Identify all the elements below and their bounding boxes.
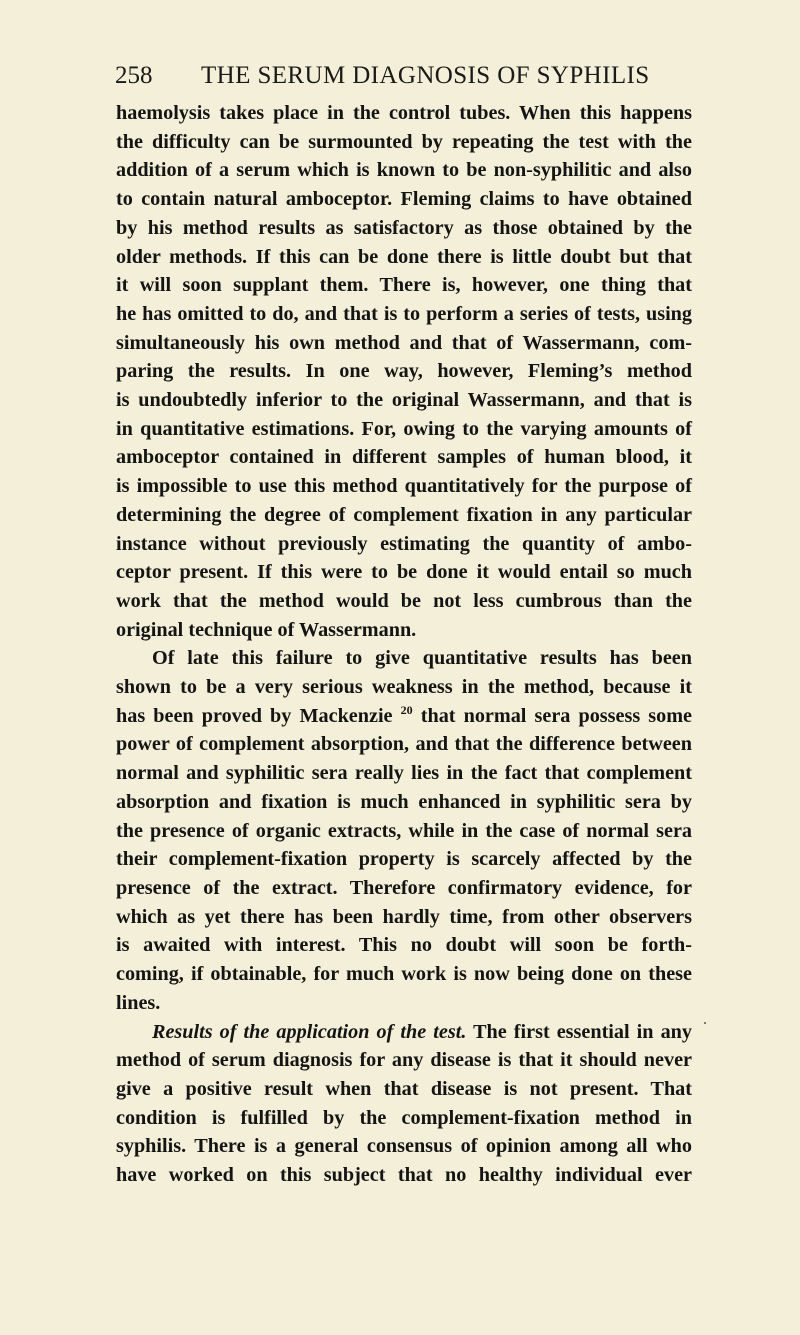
- body-text: [116, 99, 692, 1190]
- text-line: Of late this failure to give quantitative results has been: [152, 647, 692, 670]
- text-line: it will soon supplant them. There is, however, one thing that: [116, 274, 692, 297]
- text-line: to contain natural amboceptor. Fleming claims to have obtained: [116, 188, 692, 211]
- text-line: simultaneously his own method and that of Wassermann, com-: [116, 331, 692, 354]
- text-line: addition of a serum which is known to be non-syphilitic and also: [116, 159, 692, 182]
- running-head: [115, 62, 715, 92]
- paragraph-1: [116, 99, 692, 644]
- running-title: THE SERUM DIAGNOSIS OF SYPHILIS: [201, 62, 650, 89]
- text-line: haemolysis takes place in the control tubes. When this happens: [116, 102, 692, 124]
- ink-speck: [704, 1022, 706, 1024]
- text-line: paring the results. In one way, however, Fleming’s method: [116, 360, 692, 383]
- text-line: lines.: [116, 991, 161, 1014]
- text-line: original technique of Wassermann.: [116, 618, 417, 641]
- text-line: is awaited with interest. This no doubt will soon be forth-: [116, 934, 692, 957]
- text-line: which as yet there has been hardly time, from other observers: [116, 905, 692, 928]
- text-line: determining the degree of complement fixation in any particular: [116, 503, 692, 526]
- text-line: give a positive result when that disease is not present. That: [116, 1077, 692, 1100]
- text-line: older methods. If this can be done there is little doubt but that: [116, 245, 692, 268]
- text-line-with-reference: [116, 702, 692, 731]
- text-line: absorption and fixation is much enhanced in syphilitic sera by: [116, 790, 692, 813]
- text-line: presence of the extract. Therefore confirmatory evidence, for: [116, 876, 692, 899]
- text-line: shown to be a very serious weakness in the method, because it: [116, 676, 692, 699]
- text-fragment: The first essential in any: [466, 1020, 692, 1043]
- text-line: have worked on this subject that no healthy individual ever: [116, 1164, 692, 1187]
- section-heading: Results of the application of the test.: [152, 1020, 467, 1043]
- reference-superscript: 20: [400, 702, 413, 717]
- text-line: is undoubtedly inferior to the original Wassermann, and that is: [116, 389, 692, 412]
- text-line: method of serum diagnosis for any disease is that it should never: [116, 1049, 692, 1072]
- text-line: coming, if obtainable, for much work is now being done on these: [116, 963, 692, 986]
- text-line: the difficulty can be surmounted by repeating the test with the: [116, 130, 692, 153]
- text-line: the presence of organic extracts, while in the case of normal sera: [116, 819, 692, 842]
- text-line: condition is fulfilled by the complement-fixation method in: [116, 1106, 692, 1129]
- text-line: normal and syphilitic sera really lies in the fact that complement: [116, 762, 692, 785]
- text-line: ceptor present. If this were to be done it would entail so much: [116, 561, 692, 584]
- text-line: he has omitted to do, and that is to perform a series of tests, using: [116, 302, 692, 325]
- text-line: amboceptor contained in different samples of human blood, it: [116, 446, 692, 469]
- text-line: power of complement absorption, and that the difference between: [116, 733, 692, 756]
- page-number: 258: [115, 62, 153, 89]
- text-line: in quantitative estimations. For, owing to the varying amounts of: [116, 417, 692, 440]
- paragraph-2: [116, 644, 692, 1017]
- text-line: syphilis. There is a general consensus of opinion among all who: [116, 1135, 692, 1158]
- text-line: instance without previously estimating the quantity of ambo-: [116, 532, 692, 555]
- text-line: is impossible to use this method quantitatively for the purpose of: [116, 475, 692, 498]
- text-fragment: that normal sera possess some: [412, 704, 693, 727]
- text-fragment: has been proved by Mackenzie: [116, 704, 393, 727]
- paragraph-3: [116, 1018, 692, 1190]
- text-line: work that the method would be not less cumbrous than the: [116, 589, 692, 612]
- text-line: by his method results as satisfactory as those obtained by the: [116, 216, 692, 239]
- text-line: their complement-fixation property is scarcely affected by the: [116, 848, 692, 871]
- text-line-with-heading: [116, 1018, 692, 1047]
